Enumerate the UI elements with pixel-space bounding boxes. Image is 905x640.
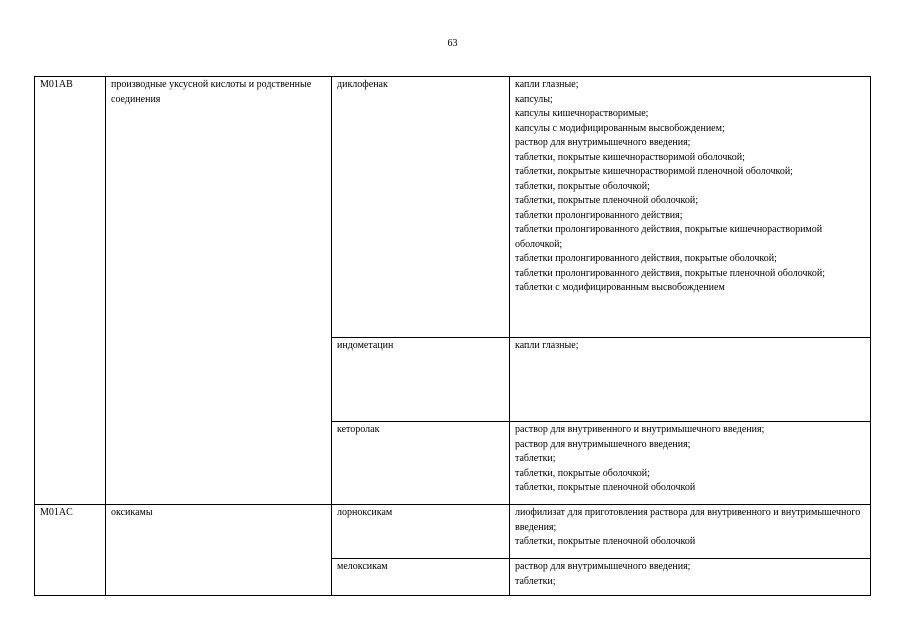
table-row	[35, 559, 871, 596]
dosage-form: капсулы;	[515, 93, 553, 105]
group-name-cell	[106, 505, 332, 559]
dosage-forms-cell	[510, 505, 871, 559]
dosage-form: таблетки, покрытые оболочкой;	[515, 467, 650, 479]
dosage-forms-cell	[510, 338, 871, 422]
drug-name: индометацин	[337, 340, 394, 351]
group-name: оксикамы	[111, 507, 153, 518]
drug-name-cell	[332, 422, 510, 505]
dosage-form: таблетки с модифицированным высвобождением	[515, 282, 725, 293]
drug-name-cell	[332, 559, 510, 596]
table-row	[35, 77, 871, 338]
dosage-forms-cell	[510, 422, 871, 505]
dosage-form: капли глазные;	[515, 79, 579, 90]
dosage-form: раствор для внутримышечного введения;	[515, 438, 691, 450]
atc-code-cell	[35, 559, 106, 596]
dosage-form: таблетки пролонгированного действия, покрытые кишечнорастворимой оболочкой;	[515, 224, 823, 250]
atc-code: M01AB	[40, 79, 73, 90]
drug-name-cell	[332, 338, 510, 422]
drug-table	[34, 76, 871, 596]
table-row	[35, 505, 871, 559]
atc-code-cell	[35, 422, 106, 505]
dosage-form: таблетки пролонгированного действия, покрытые пленочной оболочкой;	[515, 267, 825, 279]
dosage-form: капсулы кишечнорастворимые;	[515, 108, 649, 119]
drug-name: лорноксикам	[337, 507, 393, 518]
dosage-form: таблетки, покрытые кишечнорастворимой пленочной оболочкой;	[515, 166, 793, 177]
dosage-form: таблетки, покрытые оболочкой;	[515, 180, 650, 192]
dosage-form: лиофилизат для приготовления раствора для внутривенного и внутримышечного введения;	[515, 507, 861, 533]
drug-name-cell	[332, 77, 510, 338]
dosage-form: таблетки пролонгированного действия;	[515, 209, 683, 221]
dosage-form: таблетки, покрытые пленочной оболочкой	[515, 482, 696, 493]
dosage-form: таблетки, покрытые кишечнорастворимой оболочкой;	[515, 151, 745, 163]
page-number: 63	[447, 38, 458, 49]
atc-code-cell	[35, 338, 106, 422]
atc-code: M01AC	[40, 507, 73, 518]
group-name-cell	[106, 77, 332, 338]
dosage-form: таблетки, покрытые пленочной оболочкой;	[515, 195, 699, 206]
dosage-forms-cell	[510, 77, 871, 338]
atc-code-cell	[35, 77, 106, 338]
table-row	[35, 422, 871, 505]
dosage-forms-cell	[510, 559, 871, 596]
dosage-form: таблетки;	[515, 575, 556, 587]
drug-name-cell	[332, 505, 510, 559]
atc-code-cell	[35, 505, 106, 559]
table-row	[35, 338, 871, 422]
dosage-form: раствор для внутримышечного введения;	[515, 137, 691, 148]
drug-name: мелоксикам	[337, 561, 388, 572]
dosage-form: капсулы с модифицированным высвобождением;	[515, 122, 725, 134]
group-name: производные уксусной кислоты и родственные соединения	[111, 79, 312, 105]
dosage-form: капли глазные;	[515, 340, 579, 351]
dosage-form: таблетки пролонгированного действия, покрытые оболочкой;	[515, 253, 777, 264]
dosage-form: раствор для внутривенного и внутримышечного введения;	[515, 424, 765, 435]
group-name-cell	[106, 338, 332, 422]
dosage-form: раствор для внутримышечного введения;	[515, 561, 691, 572]
drug-name: кеторолак	[337, 424, 380, 435]
group-name-cell	[106, 559, 332, 596]
dosage-form: таблетки, покрытые пленочной оболочкой	[515, 536, 696, 547]
dosage-form: таблетки;	[515, 453, 556, 464]
drug-name: диклофенак	[337, 79, 388, 90]
group-name-cell	[106, 422, 332, 505]
